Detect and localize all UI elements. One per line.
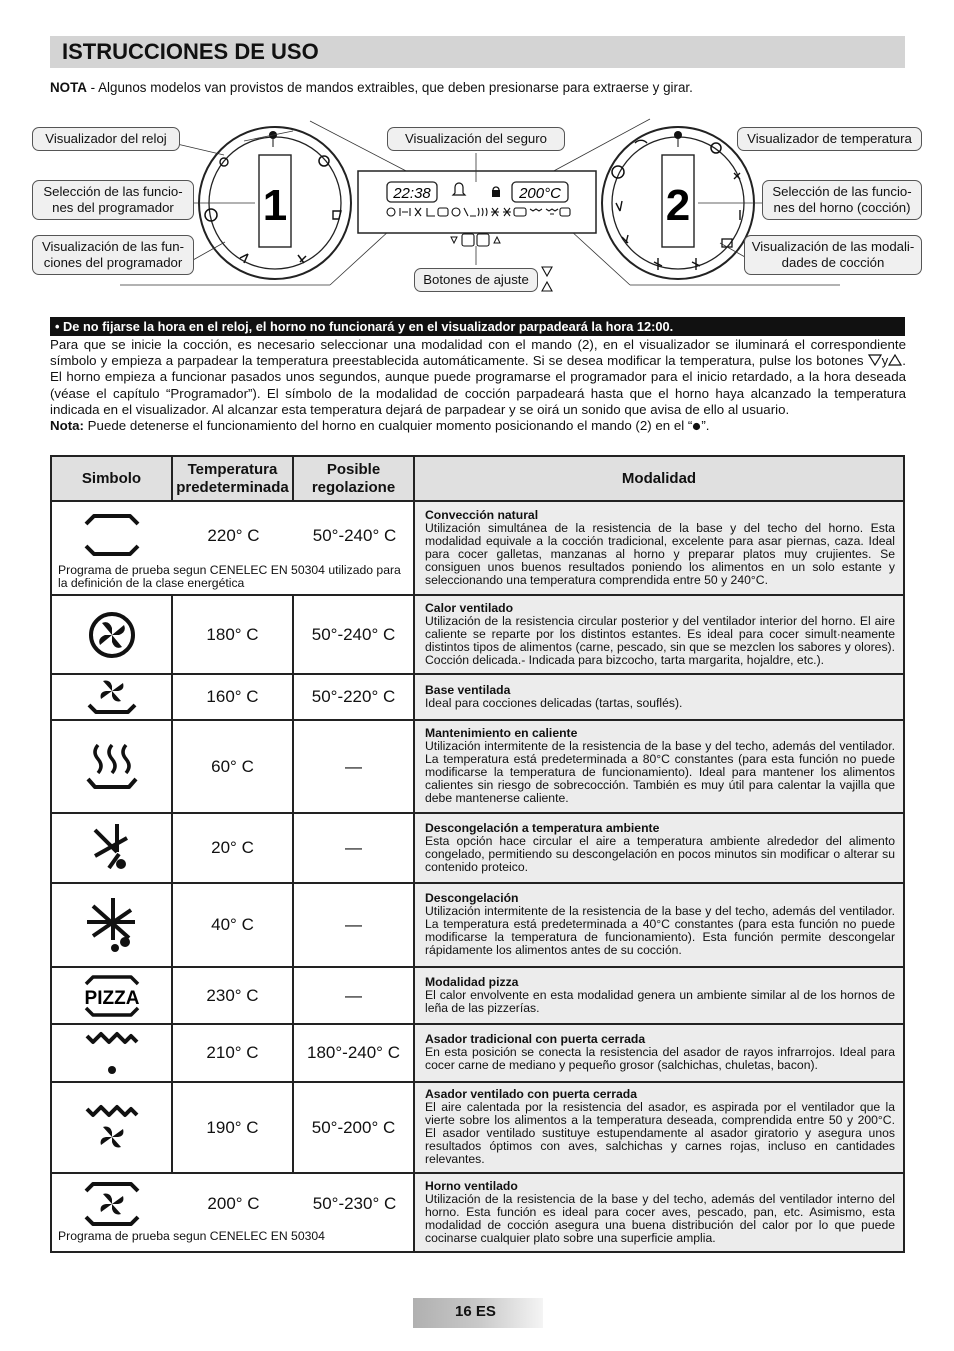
- row5-description: Descongelación Utilización intermitente de la resistencia de la base y del techo, además del ventilador. La temperatura está predeterminada a 40°C constantes (para esta función no puede modificarse la temperatura de funcionamiento). Esta función permite descongelar rápidamente los alimentos antes de su cocción.: [414, 883, 904, 967]
- row7-temp: 210° C: [172, 1024, 293, 1082]
- row9-range: 50°-230° C: [312, 1194, 397, 1213]
- knob2-defrost-ambient-icon: [654, 258, 662, 270]
- row8-temp: 190° C: [172, 1082, 293, 1173]
- up-triangle-icon: [888, 354, 902, 366]
- table-row: [51, 1024, 904, 1082]
- defrost-ambient-icon: [87, 820, 137, 876]
- callout-oven-select: Selección de las funcio- nes del horno (cocción): [762, 180, 922, 220]
- callout-lock: Visualización del seguro: [387, 127, 565, 151]
- adjust-down-mark: [451, 237, 457, 243]
- table-row: [51, 595, 904, 674]
- nota2-label: Nota:: [50, 418, 84, 434]
- row0-combined-cell: [51, 501, 414, 595]
- row2-range: 50°-220° C: [293, 674, 414, 720]
- row3-description: Mantenimiento en caliente Utilización intermitente de la resistencia de la base y del techo, además del ventilador. La temperatura está predeterminada a 80°C constantes (para esta función no puede modificarse la temperatura de funcionamiento). Ideal para mantener los alimentos calientes sin riesgo de sobrecocción. También es muy útil para calentar la vajilla que debe mantenerse caliente.: [414, 720, 904, 813]
- page-number: 16 ES: [413, 1298, 543, 1328]
- callout-programmer-select: Selección de las funcio- nes del programador: [32, 180, 194, 220]
- row3-temp: 60° C: [172, 720, 293, 813]
- row4-description: Descongelación a temperatura ambiente Esta opción hace circular el aire a temperatura ambiente alrededor del alimento congelado, permitiendo su descongelación en pocos minutos sin modificar o alterar su contenido proteico.: [414, 813, 904, 883]
- row7-description: Asador tradicional con puerta cerrada En esta posición se conecta la resistencia del asador de rayos infrarrojos. Ideal para cocer carne de mediano y pequeño grosor (salchichas, chuletas, bacon).: [414, 1024, 904, 1082]
- row8-range: 50°-200° C: [293, 1082, 414, 1173]
- knob2-off-dot: [674, 131, 682, 139]
- row3-symbol: [51, 720, 172, 813]
- knob2-fan-grill-icon: [711, 143, 721, 153]
- keep-warm-icon: [84, 741, 140, 793]
- row2-symbol: [51, 674, 172, 720]
- row7-symbol: [51, 1024, 172, 1082]
- table-row: [51, 1173, 904, 1252]
- row1-description: Calor ventilado Utilización de la resistencia circular posterior y del ventilador interior del horno. El aire caliente se reparte por los distintos estantes. Es ideal para cocer simult·neamente distintos tipos de alimentos (carne, pescado, sin que se mezclen los sabores y olores). Cocción delicada.- Indicada para bizcocho, tarta margarita, hojaldre, etc.).: [414, 595, 904, 674]
- clock-readout: 22:38: [393, 185, 431, 202]
- knob1-start-icon: [240, 254, 248, 263]
- knob2-bottom-fan-icon: [616, 201, 622, 211]
- fan-bottom-icon: [85, 677, 139, 717]
- row4-symbol: [51, 813, 172, 883]
- callout-clock: Visualizador del reloj: [32, 127, 180, 151]
- defrost-icon: [85, 896, 139, 954]
- row0-range: 50°-240° C: [312, 526, 397, 545]
- col-symbol: Simbolo: [51, 456, 172, 501]
- adjust-up-legend-icon: [542, 282, 552, 291]
- row3-range: —: [293, 720, 414, 813]
- callout-temperature: Visualizador de temperatura: [737, 127, 922, 151]
- row6-temp: 230° C: [172, 967, 293, 1024]
- dot-icon: [692, 422, 701, 431]
- circular-fan-icon: [87, 610, 137, 660]
- adjust-down-legend-icon: [542, 267, 552, 276]
- row6-symbol: [51, 967, 172, 1024]
- cooking-modes-table: [50, 455, 905, 1253]
- row4-range: —: [293, 813, 414, 883]
- knob1-number: 1: [262, 181, 288, 230]
- callout-programmer-view: Visualización de las fun- ciones del programador: [32, 235, 194, 275]
- row2-description: Base ventilada Ideal para cocciones delicadas (tartas, souflés).: [414, 674, 904, 720]
- control-panel-diagram: [30, 115, 925, 300]
- row5-temp: 40° C: [172, 883, 293, 967]
- row2-temp: 160° C: [172, 674, 293, 720]
- display-lock-icon: [492, 190, 500, 197]
- row0-temp: 220° C: [207, 526, 260, 545]
- col-range: Posible regolazione: [293, 456, 414, 501]
- header-bar: [50, 36, 905, 68]
- row9-description: Horno ventilado Utilización de la resistencia de la base y del techo, además del ventilador interno del horno. Esta función es ideal para cocer aves, pescado, pan, etc. Asimismo, esta modalidad de cocción asegura una buena distribución del calor por lo que puede cocinarse cualquier plato sobre una superficie amplia.: [414, 1173, 904, 1252]
- knob1-lock-icon: [319, 156, 329, 166]
- grill-icon: [84, 1028, 140, 1078]
- row0-note: Programa de prueba segun CENELEC EN 50304 utilizado para la definición de la clase energética: [58, 563, 401, 590]
- adjust-button-up[interactable]: [477, 234, 489, 246]
- row1-range: 50°-240° C: [293, 595, 414, 674]
- nota-label: NOTA: [50, 80, 87, 95]
- temp-readout: 200°C: [519, 185, 561, 202]
- col-mode: Modalidad: [414, 456, 904, 501]
- top-bottom-heat-icon: [82, 512, 142, 558]
- row9-temp: 200° C: [207, 1194, 260, 1213]
- callout-oven-view: Visualización de las modali- dades de cocción: [744, 235, 922, 275]
- knob2-number: 2: [665, 181, 691, 230]
- table-row: [51, 883, 904, 967]
- table-row: [51, 501, 904, 595]
- table-header-row: [51, 456, 904, 501]
- down-triangle-icon: [868, 354, 882, 366]
- row6-description: Modalidad pizza El calor envolvente en esta modalidad genera un ambiente similar al de los hornos de leña de las pizzerías.: [414, 967, 904, 1024]
- adjust-up-mark: [494, 237, 500, 243]
- table-row: [51, 813, 904, 883]
- instructions-text: Para que se inicie la cocción, es necesario seleccionar una modalidad con el mando (2), en el visualizador se iluminará el correspondiente símbolo y empieza a parpadear la temperatura preestablecida automáticamente. Si se desea modificar la temperatura, pulse los botones y . El horno empieza a funcionar pasados unos segundos, aunque puede programarse el programador para el inicio retardado, a la hora deseada (véase el capítulo “Programador”). El símbolo de la modalidad de cocción parpadeará hasta que el horno haya alcanzado la temperatura indicada en el visualizador. Al alcanzar esta temperatura dejará de parpadear y se oirá un sonido que avisa de ello al usuario. Nota: Puede detenerse el funcionamiento del horno en cualquier momento posicionando el mando (2) en el “ ”.: [50, 337, 906, 434]
- row5-range: —: [293, 883, 414, 967]
- fan-oven-icon: [82, 1180, 142, 1228]
- col-default-temp: Temperatura predeterminada: [172, 456, 293, 501]
- nota-text: - Algunos modelos van provistos de mandos extraibles, que deben presionarse para extraerse y girar.: [86, 80, 693, 95]
- row6-range: —: [293, 967, 414, 1024]
- row8-description: Asador ventilado con puerta cerrada El aire calentada por la resistencia del asador, es aspirada por el ventilador que la vierte sobre los alimentos a la temperatura deseada, comprendida entre 50 y 200°C. El asador ventilado sustituye estupendamente al asador giratorio y asegura unos resultados óptimos con aves, salchichas y carnes rojas, incluso en cantidades relevantes.: [414, 1082, 904, 1173]
- row4-temp: 20° C: [172, 813, 293, 883]
- nota-line: [50, 80, 910, 95]
- fan-grill-icon: [84, 1103, 140, 1153]
- row9-note: Programa de prueba segun CENELEC EN 50304: [58, 1229, 325, 1243]
- pizza-icon: [82, 974, 142, 1018]
- warning-bar: • De no fijarse la hora en el reloj, el horno no funcionará y en el visualizador parpadeará la hora 12:00.: [50, 317, 905, 336]
- table-row: [51, 1082, 904, 1173]
- table-row: [51, 967, 904, 1024]
- pizza-icon-label: PIZZA: [84, 987, 139, 1009]
- callout-adjust-buttons: Botones de ajuste: [414, 268, 538, 292]
- row7-range: 180°-240° C: [293, 1024, 414, 1082]
- row5-symbol: [51, 883, 172, 967]
- row8-symbol: [51, 1082, 172, 1173]
- knob2-defrost-icon: [692, 258, 700, 270]
- table-row: [51, 720, 904, 813]
- table-row: [51, 674, 904, 720]
- row0-description: Convección natural Utilización simultánea de la resistencia de la base y del techo del horno. Esta modalidad equivale a la cocción tradicional, excelente para asar piernas, caza. Ideal para cocer galletas, manzanas al horno y preparar platos muy crujientes. Se consiguen unos buenos resultados poniendo los alimentos en un solo estante y seleccionando una temperatura comprendida entre 50 y 240°C.: [414, 501, 904, 595]
- page-title: ISTRUCCIONES DE USO: [62, 39, 319, 64]
- knob2-conv-icon: [635, 140, 647, 143]
- row1-symbol: [51, 595, 172, 674]
- row1-temp: 180° C: [172, 595, 293, 674]
- row9-combined-cell: [51, 1173, 414, 1252]
- adjust-button-down[interactable]: [462, 234, 474, 246]
